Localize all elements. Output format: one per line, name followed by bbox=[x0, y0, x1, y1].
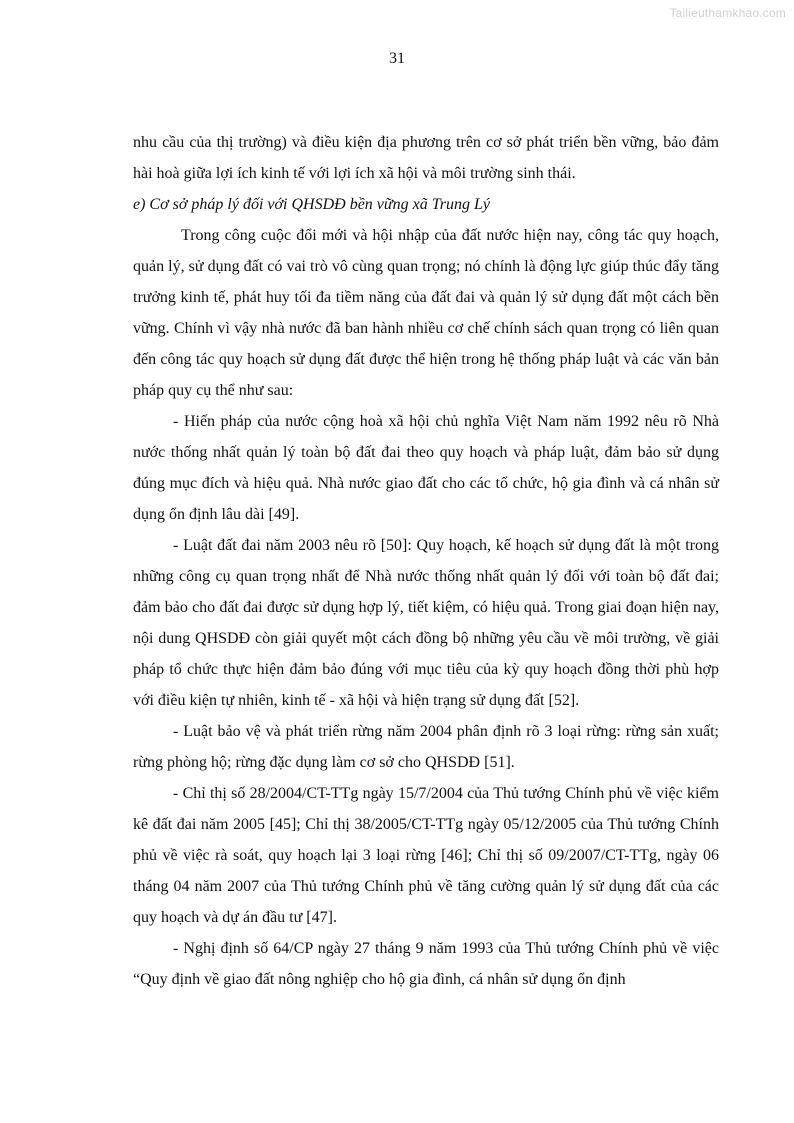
paragraph-forest-law: - Luật bảo vệ và phát triển rừng năm 2004 phân định rõ 3 loại rừng: rừng sản xuất; rừng phòng hộ; rừng đặc dụng làm cơ sở cho QHSDĐ [51]. bbox=[133, 723, 719, 771]
paragraph-intro: Trong công cuộc đổi mới và hội nhập của đất nước hiện nay, công tác quy hoạch, quản lý, sử dụng đất có vai trò vô cùng quan trọng; nó chính là động lực giúp thúc đẩy tăng trưởng kinh tế, phát huy tối đa tiềm năng của đất đai và quản lý sử dụng đất một cách bền vững. Chính vì vậy nhà nước đã ban hành nhiều cơ chế chính sách quan trọng có liên quan đến công tác quy hoạch sử dụng đất được thể hiện trong hệ thống pháp luật và các văn bản pháp quy cụ thể như sau: bbox=[133, 227, 719, 399]
paragraph-land-law: - Luật đất đai năm 2003 nêu rõ [50]: Quy hoạch, kế hoạch sử dụng đất là một trong những công cụ quan trọng nhất để Nhà nước thống nhất quản lý đối với toàn bộ đất đai; đảm bảo cho đất đai được sử dụng hợp lý, tiết kiệm, có hiệu quả. Trong giai đoạn hiện nay, nội dung QHSDĐ còn giải quyết một cách đồng bộ những yêu cầu về môi trường, về giải pháp tổ chức thực hiện đảm bảo đúng với mục tiêu của kỳ quy hoạch đồng thời phù hợp với điều kiện tự nhiên, kinh tế - xã hội và hiện trạng sử dụng đất [52]. bbox=[133, 537, 719, 709]
document-body bbox=[133, 127, 719, 995]
watermark-text: Tailieuthamkhao.com bbox=[669, 6, 786, 20]
section-heading: e) Cơ sở pháp lý đối với QHSDĐ bền vững xã Trung Lý bbox=[133, 196, 490, 213]
paragraph-continuation: nhu cầu của thị trường) và điều kiện địa phương trên cơ sở phát triển bền vững, bảo đảm hài hoà giữa lợi ích kinh tế với lợi ích xã hội và môi trường sinh thái. bbox=[133, 134, 719, 182]
paragraph-decree: - Nghị định số 64/CP ngày 27 tháng 9 năm 1993 của Thủ tướng Chính phủ về việc “Quy định về giao đất nông nghiệp cho hộ gia đình, cá nhân sử dụng ổn định bbox=[133, 940, 719, 988]
page-number: 31 bbox=[389, 50, 405, 67]
paragraph-constitution: - Hiến pháp của nước cộng hoà xã hội chủ nghĩa Việt Nam năm 1992 nêu rõ Nhà nước thống nhất quản lý toàn bộ đất đai theo quy hoạch và pháp luật, đảm bảo sử dụng đúng mục đích và hiệu quả. Nhà nước giao đất cho các tổ chức, hộ gia đình và cá nhân sử dụng ổn định lâu dài [49]. bbox=[133, 413, 719, 523]
paragraph-directives: - Chỉ thị số 28/2004/CT-TTg ngày 15/7/2004 của Thủ tướng Chính phủ về việc kiểm kê đất đai năm 2005 [45]; Chỉ thị 38/2005/CT-TTg ngày 05/12/2005 của Thủ tướng Chính phủ về việc rà soát, quy hoạch lại 3 loại rừng [46]; Chỉ thị số 09/2007/CT-TTg, ngày 06 tháng 04 năm 2007 của Thủ tướng Chính phủ về tăng cường quản lý sử dụng đất của các quy hoạch và dự án đầu tư [47]. bbox=[133, 785, 719, 926]
